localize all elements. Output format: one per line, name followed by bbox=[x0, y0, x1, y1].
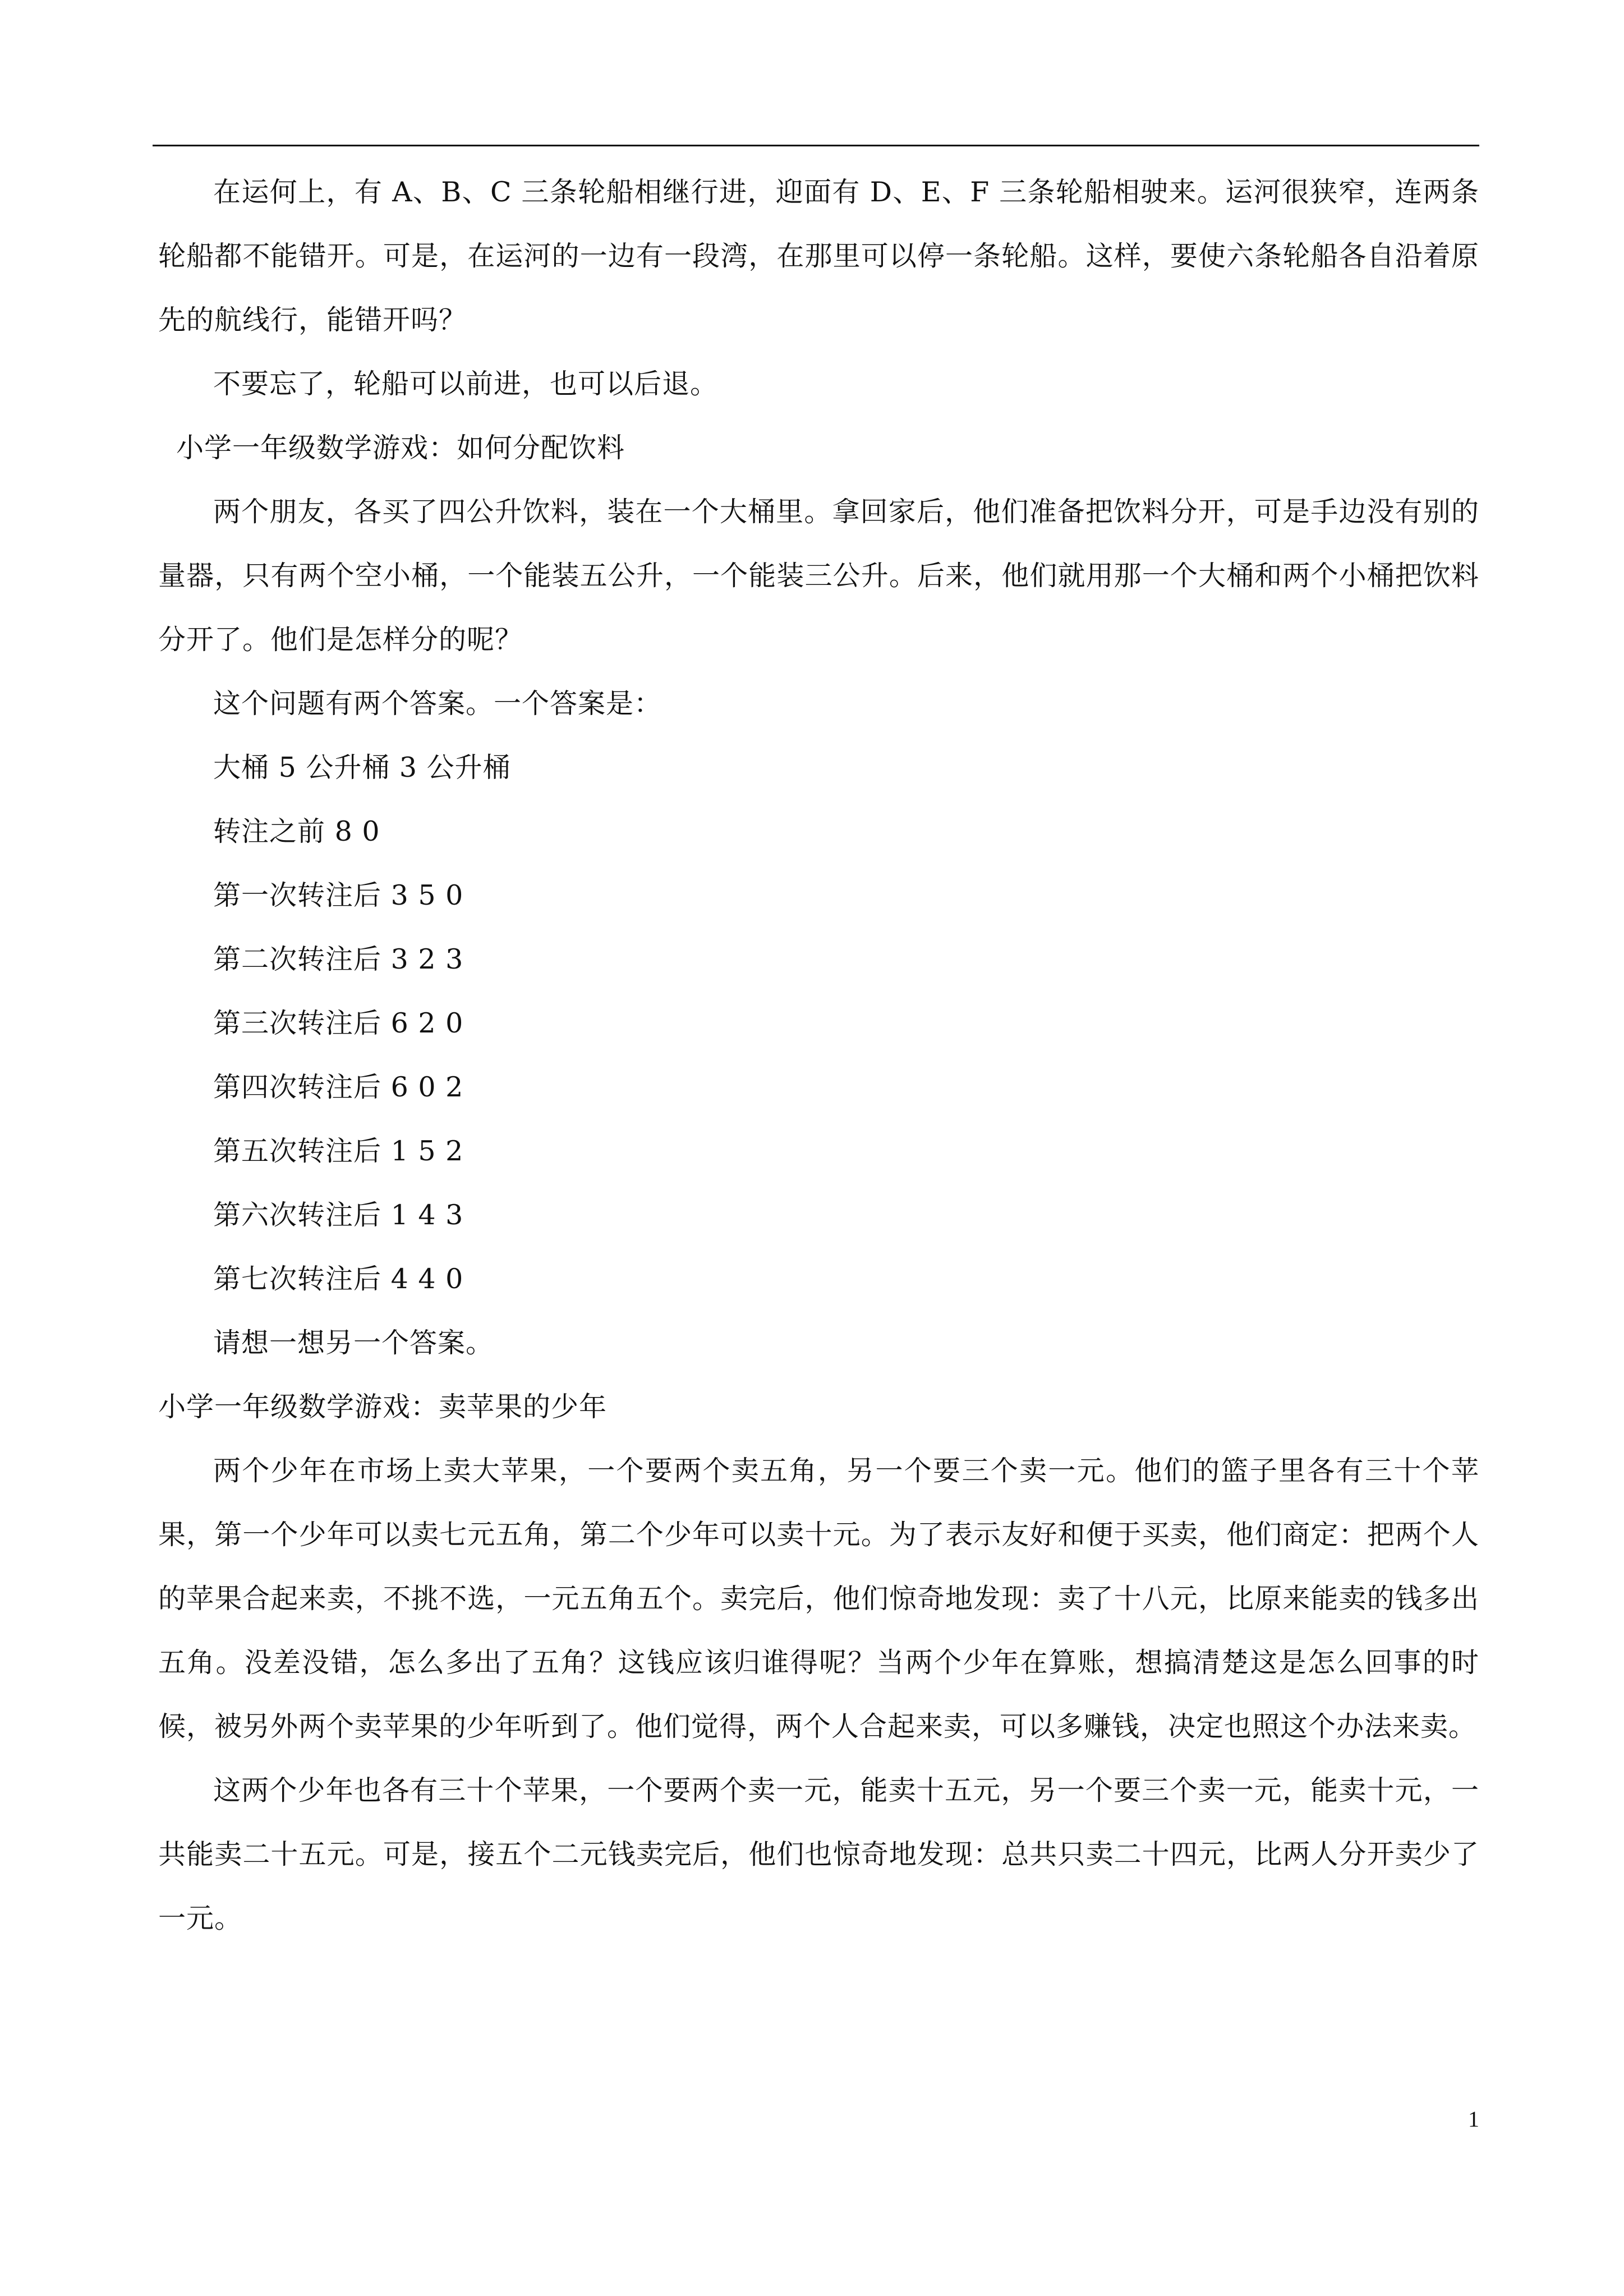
paragraph-apples-second: 这两个少年也各有三十个苹果，一个要两个卖一元，能卖十五元，另一个要三个卖一元，能卖十元，一共能卖二十五元。可是，接五个二元钱卖完后，他们也惊奇地发现：总共只卖二十四元，比两人分开卖少了一元。 bbox=[158, 1774, 1479, 1934]
paragraph-other-answer: 请想一想另一个答案。 bbox=[213, 1327, 494, 1359]
answer-line-step-5: 第五次转注后 1 5 2 bbox=[213, 1135, 464, 1167]
answer-line-before: 转注之前 8 0 bbox=[213, 815, 380, 847]
answer-line-header: 大桶 5 公升桶 3 公升桶 bbox=[213, 751, 511, 783]
paragraph-apples-story: 两个少年在市场上卖大苹果，一个要两个卖五角，另一个要三个卖一元。他们的篮子里各有三十个苹果，第一个少年可以卖七元五角，第二个少年可以卖十元。为了表示友好和便于买卖，他们商定：把两个人的苹果合起来卖，不挑不选，一元五角五个。卖完后，他们惊奇地发现：卖了十八元，比原来能卖的钱多出五角。没差没错，怎么多出了五角？这钱应该归谁得呢？当两个少年在算账，想搞清楚这是怎么回事的时候，被另外两个卖苹果的少年听到了。他们觉得，两个人合起来卖，可以多赚钱，决定也照这个办法来卖。 bbox=[158, 1455, 1479, 1742]
answer-line-step-3: 第三次转注后 6 2 0 bbox=[213, 1007, 464, 1039]
answer-line-step-7: 第七次转注后 4 4 0 bbox=[213, 1263, 464, 1295]
paragraph-canal-puzzle: 在运何上，有 A、B、C 三条轮船相继行进，迎面有 D、E、F 三条轮船相驶来。运河很狭窄，连两条轮船都不能错开。可是，在运河的一边有一段湾，在那里可以停一条轮船。这样，要使六条轮船各自沿着原先的航线行，能错开吗？ bbox=[158, 176, 1479, 336]
answer-line-step-6: 第六次转注后 1 4 3 bbox=[213, 1199, 464, 1231]
paragraph-canal-hint: 不要忘了，轮船可以前进，也可以后退。 bbox=[213, 368, 719, 400]
answer-line-step-1: 第一次转注后 3 5 0 bbox=[213, 879, 464, 911]
paragraph-drinks-puzzle: 两个朋友，各买了四公升饮料，装在一个大桶里。拿回家后，他们准备把饮料分开，可是手边没有别的量器，只有两个空小桶，一个能装五公升，一个能装三公升。后来，他们就用那一个大桶和两个小桶把饮料分开了。他们是怎样分的呢？ bbox=[158, 496, 1479, 656]
answer-line-step-2: 第二次转注后 3 2 3 bbox=[213, 943, 464, 975]
paragraph-drinks-answer-intro: 这个问题有两个答案。一个答案是： bbox=[213, 688, 663, 720]
section-heading-drinks: 小学一年级数学游戏：如何分配饮料 bbox=[176, 432, 625, 464]
header-rule bbox=[153, 145, 1479, 146]
document-body bbox=[158, 160, 1479, 1951]
answer-line-step-4: 第四次转注后 6 0 2 bbox=[213, 1071, 464, 1103]
page-number: 1 bbox=[1468, 2106, 1479, 2132]
section-heading-apples: 小学一年级数学游戏：卖苹果的少年 bbox=[158, 1391, 608, 1423]
